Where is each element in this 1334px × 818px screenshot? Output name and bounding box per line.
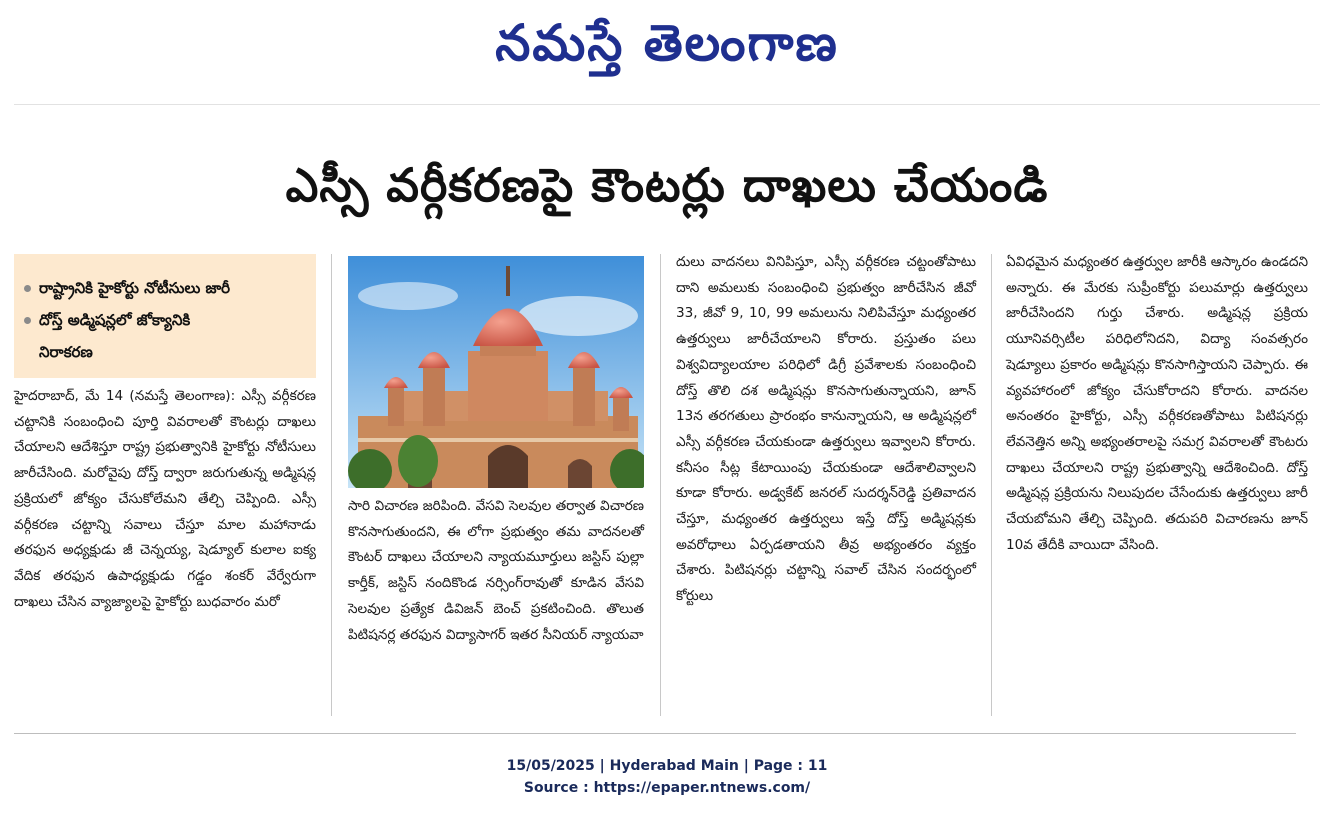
article-text: దులు వాదనలు వినిపిస్తూ, ఎస్సీ వర్గీకరణ చట్టంతోపాటు దాని అమలుకు సంబంధించి ప్రభుత్వం జారీచేసిన జీవో 33, జీవో 9, 10, 99 అమలును నిలిపివేస్తూ మధ్యంతర ఉత్తర్వులు జారీచేయాలని కోరారు. ప్రస్తుతం పలు విశ్వవిద్యాలయాల పరిధిలో డిగ్రీ ప్రవేశాలకు సంబంధించి దోస్త్ తొలి దశ అడ్మిషన్లు కొనసాగుతున్నాయని, జూన్ 13న తరగతులు ప్రారంభం కానున్నాయని, ఆ అడ్మిషన్లలో ఎస్సీ వర్గీకరణ చేయకుండా ఉత్తర్వులు ఇవ్వాలని కోరారు. కనీసం సీట్ల కేటాయింపు చేయకుండా ఆదేశాలివ్వాలని కూడా కోరారు. అడ్వకేట్ జనరల్ సుదర్శన్‌రెడ్డి ప్రతివాదన చేస్తూ, మధ్యంతర ఉత్తర్వులు ఇస్తే దోస్త్ అడ్మిషన్లకు అవరోధాలు ఏర్పడతాయని తీవ్ర అభ్యంతరం వ్యక్తం చేశారు. పిటిషనర్లు చట్టాన్ని సవాల్ చేసిన సందర్భంలో కోర్టులు [676,254,976,605]
footer-divider [14,733,1296,734]
masthead-logo: నమస్తే తెలంగాణ [495,13,839,72]
bullet-icon [24,285,31,292]
masthead-divider [14,104,1320,105]
headline: ఎస్సీ వర్గీకరణపై కౌంటర్లు దాఖలు చేయండి [285,158,1049,212]
sub-point: రాష్ట్రానికి హైకోర్టు నోటీసులు జారీ [24,272,306,304]
bullet-icon [24,317,31,324]
edition-info: 15/05/2025 | Hyderabad Main | Page : 11 [506,758,828,774]
high-court-illustration [348,256,644,488]
subheadline-box [14,254,316,378]
source-link[interactable]: Source : https://epaper.ntnews.com/ [523,780,811,796]
article-column-4 [1006,250,1308,558]
article-column-1 [14,384,316,615]
high-court-photo [348,256,644,488]
article-text: ఏవిధమైన మధ్యంతర ఉత్తర్వుల జారీకి ఆస్కారం ఉండదని అన్నారు. ఈ మేరకు సుప్రీంకోర్టు పలుమార్లు ఉత్తర్వులు జారీచేసిందని గుర్తు చేశారు. అడ్మిషన్ల ప్రక్రియ యూనివర్సిటీల పరిధిలోనిదని, విద్యా సంవత్సరం షెడ్యూలు ప్రకారం అడ్మిషన్లు కొనసాగిస్తాయని చెప్పారు. ఈ వ్యవహారంలో జోక్యం చేసుకోరాదని కోరారు. వాదనల అనంతరం హైకోర్టు, ఎస్సీ వర్గీకరణతోపాటు పిటిషనర్లు లేవనెత్తిన అన్ని అభ్యంతరాలపై సమగ్ర వివరాలతో కౌంటరు దాఖలు చేయాలని రాష్ట్ర ప్రభుత్వాన్ని ఆదేశించింది. దోస్త్ అడ్మిషన్ల ప్రక్రియను నిలుపుదల చేసేందుకు ఉత్తర్వులు జారీ చేయబోమని తేల్చి చెప్పింది. తదుపరి విచారణను జూన్ 10వ తేదీకి వాయిదా వేసింది. [1006,254,1308,553]
sub-point-continuation: నిరాకరణ [39,343,93,361]
sub-point: దోస్త్ అడ్మిషన్లలో జోక్యానికి [24,304,306,336]
column-divider [660,254,661,716]
article-text: హైదరాబాద్, మే 14 (నమస్తే తెలంగాణ): ఎస్సీ వర్గీకరణ చట్టానికి సంబంధించి పూర్తి వివరాలతో కౌంటర్లు దాఖలు చేయాలని ఆదేశిస్తూ రాష్ట్ర ప్రభుత్వానికి హైకోర్టు నోటీసులు జారీచేసింది. మరోవైపు దోస్త్ ద్వారా జరుగుతున్న అడ్మిషన్ల ప్రక్రియలో జోక్యం చేసుకోలేమని తేల్చి చెప్పింది. ఎస్సీ వర్గీకరణ చట్టాన్ని సవాలు చేస్తూ మాల మహానాడు తరఫున అధ్యక్షుడు జీ చెన్నయ్య, షెడ్యూల్ కులాల ఐక్య వేదిక తరఫున ఉపాధ్యక్షుడు గడ్డం శంకర్ వేర్వేరుగా దాఖలు చేసిన వ్యాజ్యాలపై హైకోర్టు బుధవారం మరో [14,388,316,610]
article-column-3 [676,250,976,610]
article-column-2 [348,494,644,648]
column-divider [991,254,992,716]
column-divider [331,254,332,716]
article-text: సారి విచారణ జరిపింది. వేసవి సెలవుల తర్వాత విచారణ కొనసాగుతుందని, ఈ లోగా ప్రభుత్వం తమ వాదనలతో కౌంటర్ దాఖలు చేయాలని న్యాయమూర్తులు జస్టిస్ పుల్లా కార్తీక్, జస్టిస్ నందికొండ నర్సింగ్‌రావుతో కూడిన వేసవి సెలవుల ప్రత్యేక డివిజన్ బెంచ్ ప్రకటించింది. తొలుత పిటిషనర్ల తరఫున విద్యాసాగర్ ఇతర సీనియర్ న్యాయవా [348,498,644,643]
